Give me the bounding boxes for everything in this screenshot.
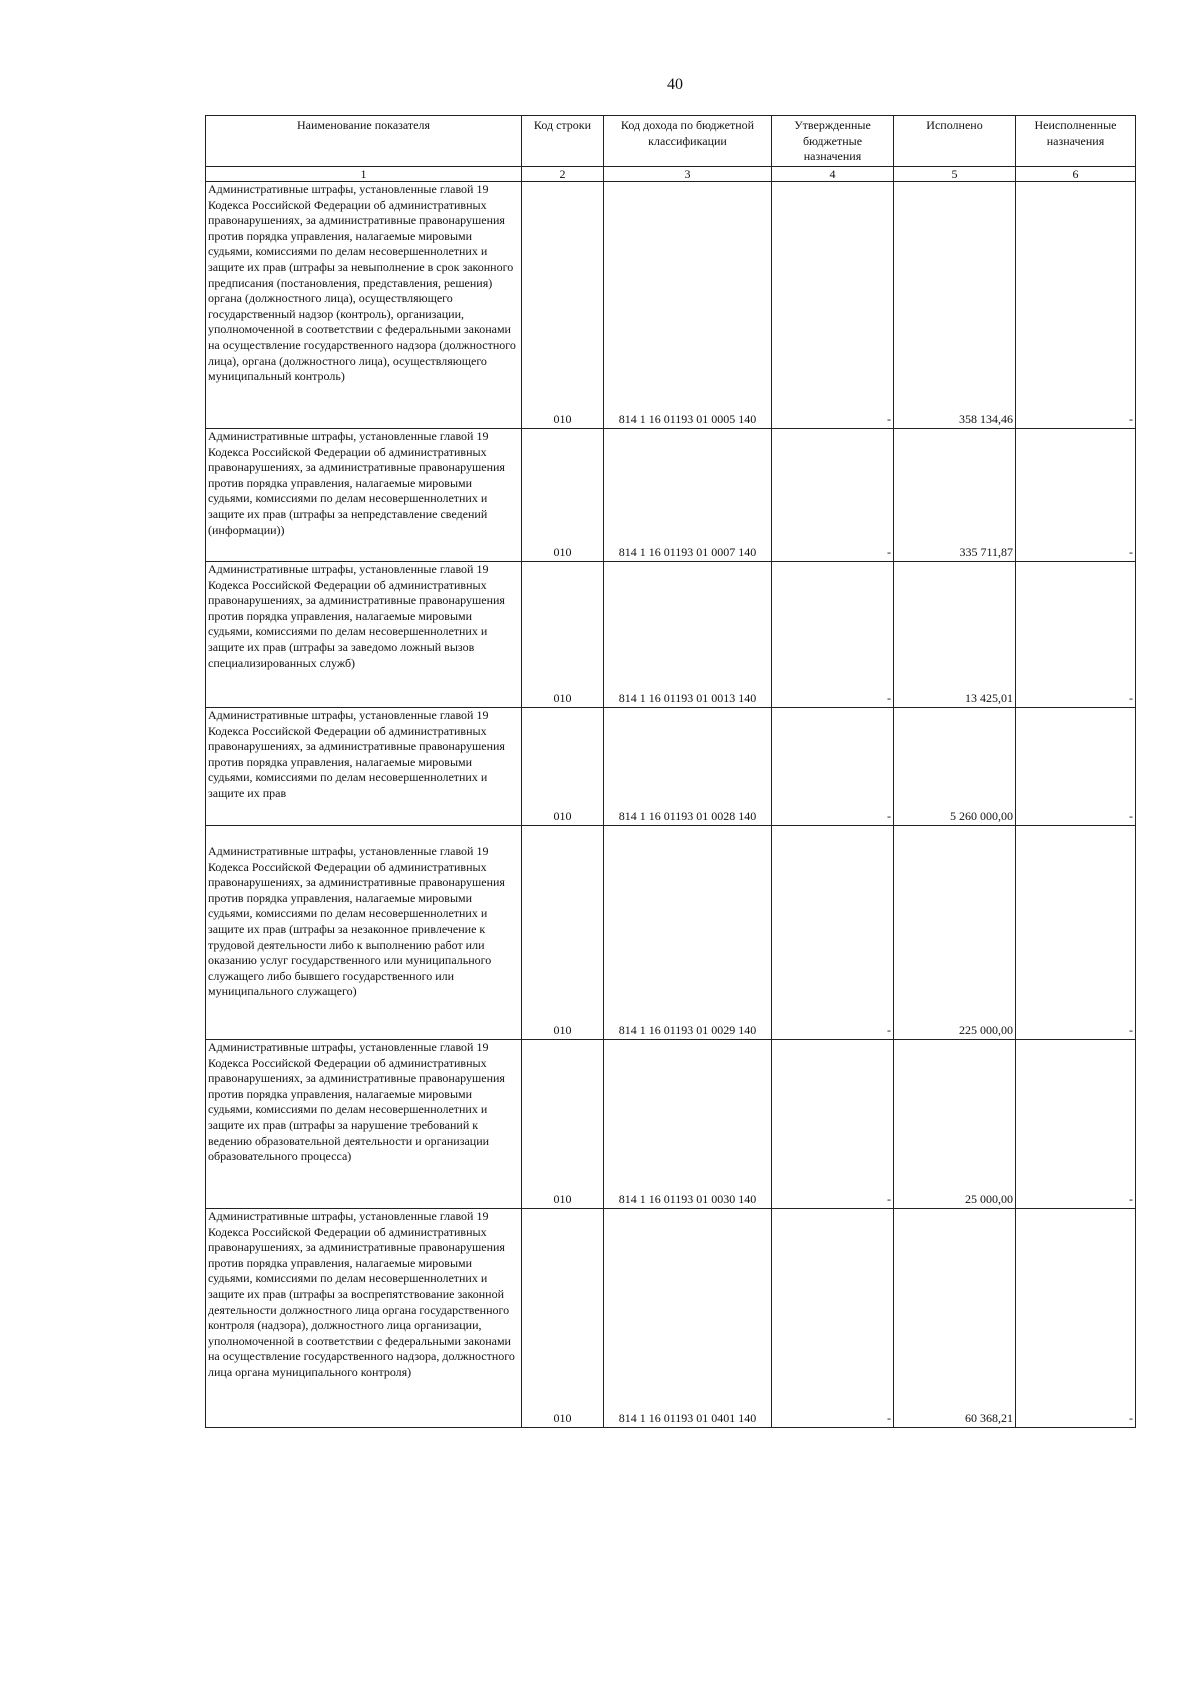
classification-code: 814 1 16 01193 01 0005 140 [604,182,772,429]
executed-value: 13 425,01 [894,562,1016,708]
indicator-name: Административные штрафы, установленные главой 19 Кодекса Российской Федерации об административных правонарушениях, за административные правонарушения против порядка управления, налагаемые мировыми судьями, комиссиями по делам несовершеннолетних и защите их прав (штрафы за воспрепятствование законной деятельности должностного лица органа государственного контроля (надзора), должностного лица организации, уполномоченной в соответствии с федеральными законами на осуществление государственного надзора, должностного лица органа муниципального контроля) [206,1209,522,1428]
page-number: 40 [667,76,683,93]
approved-value: - [772,826,894,1040]
approved-value: - [772,429,894,562]
unexecuted-value: - [1016,562,1136,708]
table-row [206,429,1136,562]
header-approved-budget: Утвержденные бюджетные назначения [772,116,894,167]
column-number: 1 [206,167,522,182]
table-row [206,1040,1136,1209]
executed-value: 25 000,00 [894,1040,1016,1209]
classification-code: 814 1 16 01193 01 0401 140 [604,1209,772,1428]
unexecuted-value: - [1016,182,1136,429]
header-revenue-classification-code: Код дохода по бюджетной классификации [604,116,772,167]
approved-value: - [772,708,894,826]
unexecuted-value: - [1016,708,1136,826]
table-row [206,708,1136,826]
table-row [206,182,1136,429]
table-row [206,1209,1136,1428]
executed-value: 5 260 000,00 [894,708,1016,826]
executed-value: 358 134,46 [894,182,1016,429]
row-code: 010 [522,1209,604,1428]
row-code: 010 [522,429,604,562]
header-row-code: Код строки [522,116,604,167]
column-number: 2 [522,167,604,182]
indicator-name: Административные штрафы, установленные главой 19 Кодекса Российской Федерации об административных правонарушениях, за административные правонарушения против порядка управления, налагаемые мировыми судьями, комиссиями по делам несовершеннолетних и защите их прав [206,708,522,826]
budget-execution-table [205,115,1136,1428]
column-number: 3 [604,167,772,182]
column-number: 5 [894,167,1016,182]
classification-code: 814 1 16 01193 01 0028 140 [604,708,772,826]
executed-value: 335 711,87 [894,429,1016,562]
header-indicator-name: Наименование показателя [206,116,522,167]
indicator-name: Административные штрафы, установленные главой 19 Кодекса Российской Федерации об административных правонарушениях, за административные правонарушения против порядка управления, налагаемые мировыми судьями, комиссиями по делам несовершеннолетних и защите их прав (штрафы за невыполнение в срок законного предписания (постановления, представления, решения) органа (должностного лица), осуществляющего государственный надзор (контроль), организации, уполномоченной в соответствии с федеральными законами на осуществление государственного надзора (должностного лица), органа (должностного лица), осуществляющего муниципальный контроль) [206,182,522,429]
unexecuted-value: - [1016,1040,1136,1209]
indicator-name: Административные штрафы, установленные главой 19 Кодекса Российской Федерации об административных правонарушениях, за административные правонарушения против порядка управления, налагаемые мировыми судьями, комиссиями по делам несовершеннолетних и защите их прав (штрафы за непредставление сведений (информации)) [206,429,522,562]
row-code: 010 [522,826,604,1040]
approved-value: - [772,1209,894,1428]
unexecuted-value: - [1016,826,1136,1040]
row-code: 010 [522,1040,604,1209]
classification-code: 814 1 16 01193 01 0007 140 [604,429,772,562]
column-number: 4 [772,167,894,182]
header-row [206,116,1136,167]
row-code: 010 [522,182,604,429]
indicator-name: Административные штрафы, установленные главой 19 Кодекса Российской Федерации об административных правонарушениях, за административные правонарушения против порядка управления, налагаемые мировыми судьями, комиссиями по делам несовершеннолетних и защите их прав (штрафы за нарушение требований к ведению образовательной деятельности и организации образовательного процесса) [206,1040,522,1209]
executed-value: 225 000,00 [894,826,1016,1040]
indicator-name: Административные штрафы, установленные главой 19 Кодекса Российской Федерации об административных правонарушениях, за административные правонарушения против порядка управления, налагаемые мировыми судьями, комиссиями по делам несовершеннолетних и защите их прав (штрафы за заведомо ложный вызов специализированных служб) [206,562,522,708]
table-row [206,826,1136,1040]
unexecuted-value: - [1016,429,1136,562]
row-code: 010 [522,708,604,826]
column-number-row [206,167,1136,182]
column-number: 6 [1016,167,1136,182]
indicator-name: Административные штрафы, установленные главой 19 Кодекса Российской Федерации об административных правонарушениях, за административные правонарушения против порядка управления, налагаемые мировыми судьями, комиссиями по делам несовершеннолетних и защите их прав (штрафы за незаконное привлечение к трудовой деятельности либо к выполнению работ или оказанию услуг государственного или муниципального служащего либо бывшего государственного или муниципального служащего) [206,826,522,1040]
row-code: 010 [522,562,604,708]
approved-value: - [772,182,894,429]
classification-code: 814 1 16 01193 01 0013 140 [604,562,772,708]
header-unexecuted: Неисполненные назначения [1016,116,1136,167]
header-executed: Исполнено [894,116,1016,167]
approved-value: - [772,562,894,708]
executed-value: 60 368,21 [894,1209,1016,1428]
classification-code: 814 1 16 01193 01 0029 140 [604,826,772,1040]
classification-code: 814 1 16 01193 01 0030 140 [604,1040,772,1209]
table-row [206,562,1136,708]
unexecuted-value: - [1016,1209,1136,1428]
approved-value: - [772,1040,894,1209]
